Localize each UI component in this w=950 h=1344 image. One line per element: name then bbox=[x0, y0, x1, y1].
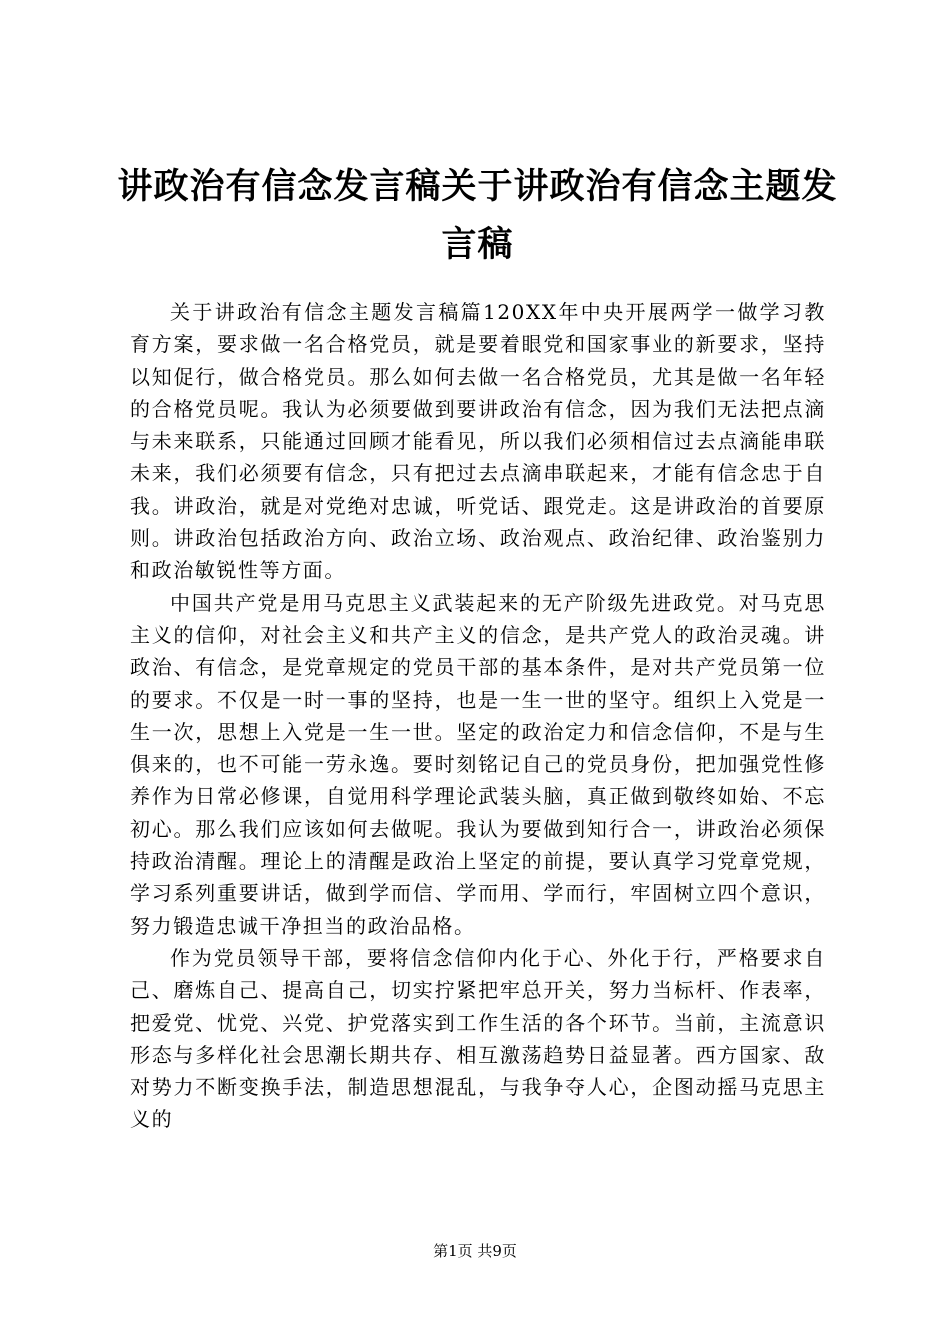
document-body bbox=[130, 296, 826, 1136]
document-title: 讲政治有信念发言稿关于讲政治有信念主题发言稿 bbox=[117, 167, 838, 265]
paragraph-2: 中国共产党是用马克思主义武装起来的无产阶级先进政党。对马克思主义的信仰，对社会主义和共产主义的信念，是共产党人的政治灵魂。讲政治、有信念，是党章规定的党员干部的基本条件，是对共产党员第一位的要求。不仅是一时一事的坚持，也是一生一世的坚守。组织上入党是一生一次，思想上入党是一生一世。坚定的政治定力和信念信仰，不是与生俱来的，也不可能一劳永逸。要时刻铭记自己的党员身份，把加强党性修养作为日常必修课，自觉用科学理论武装头脑，真正做到敬终如始、不忘初心。那么我们应该如何去做呢。我认为要做到知行合一，讲政治必须保持政治清醒。理论上的清醒是政治上坚定的前提，要认真学习党章党规，学习系列重要讲话，做到学而信、学而用、学而行，牢固树立四个意识，努力锻造忠诚干净担当的政治品格。 bbox=[130, 590, 826, 938]
paragraph-1: 关于讲政治有信念主题发言稿篇120XX年中央开展两学一做学习教育方案，要求做一名合格党员，就是要着眼党和国家事业的新要求，坚持以知促行，做合格党员。那么如何去做一名合格党员，尤其是做一名年轻的合格党员呢。我认为必须要做到要讲政治有信念，因为我们无法把点滴与未来联系，只能通过回顾才能看见，所以我们必须相信过去点滴能串联未来，我们必须要有信念，只有把过去点滴串联起来，才能有信念忠于自我。讲政治，就是对党绝对忠诚，听党话、跟党走。这是讲政治的首要原则。讲政治包括政治方向、政治立场、政治观点、政治纪律、政治鉴别力和政治敏锐性等方面。 bbox=[130, 300, 826, 583]
page-number-footer: 第1页 共9页 bbox=[433, 1242, 517, 1260]
paragraph-3: 作为党员领导干部，要将信念信仰内化于心、外化于行，严格要求自己、磨炼自己、提高自己，切实拧紧把牢总开关，努力当标杆、作表率，把爱党、忧党、兴党、护党落实到工作生活的各个环节。当前，主流意识形态与多样化社会思潮长期共存、相互激荡趋势日益显著。西方国家、敌对势力不断变换手法，制造思想混乱，与我争夺人心，企图动摇马克思主义的 bbox=[130, 945, 826, 1132]
